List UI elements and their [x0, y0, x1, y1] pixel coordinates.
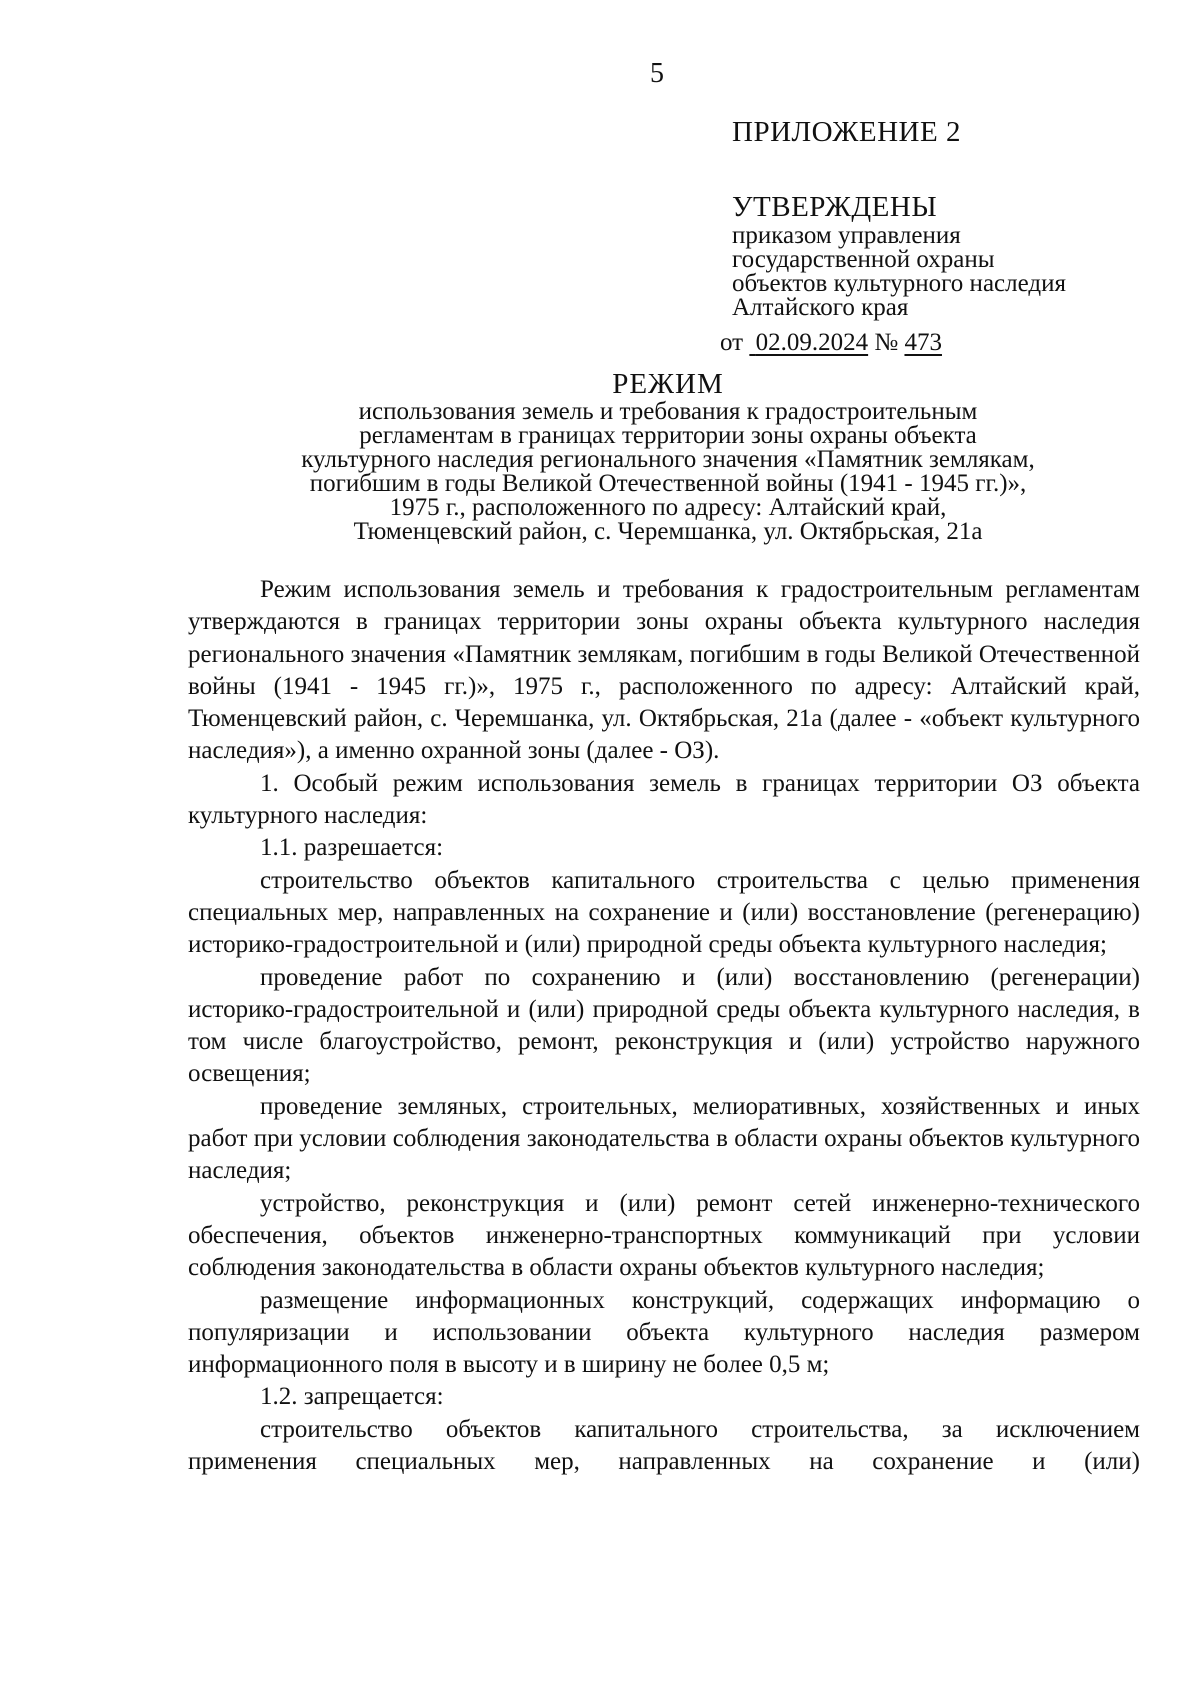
list-item: строительство объектов капитального строительства с целью применения специальных мер, направленных на сохранение и (или) восстановление (регенерацию) историко-градостроительной и (или) природной среды объекта культурного наследия;	[188, 866, 1140, 959]
list-item: размещение информационных конструкций, содержащих информацию о популяризации и использовании объекта культурного наследия размером информационного поля в высоту и в ширину не более 0,5 м;	[188, 1286, 1140, 1379]
number-sign: №	[874, 329, 899, 356]
list-item: устройство, реконструкция и (или) ремонт сетей инженерно-технического обеспечения, объектов инженерно-транспортных коммуникаций при условии соблюдения законодательства в области охраны объектов культурного наследия;	[188, 1189, 1140, 1282]
subsection-allowed: 1.1. разрешается:	[260, 834, 444, 862]
order-line: объектов культурного наследия	[732, 270, 1066, 297]
document-body	[188, 574, 1140, 1478]
order-line: Алтайского края	[732, 294, 909, 321]
approval-block	[720, 112, 1172, 358]
approved-label: УТВЕРЖДЕНЫ	[732, 191, 938, 223]
document-title: РЕЖИМ	[612, 368, 724, 400]
subtitle-line: культурного наследия регионального значения «Памятник землякам,	[301, 446, 1035, 473]
subtitle-line: Тюменцевский район, с. Черемшанка, ул. Октябрьская, 21а	[353, 518, 983, 545]
appendix-label: ПРИЛОЖЕНИЕ 2	[732, 116, 961, 148]
subtitle-line: 1975 г., расположенного по адресу: Алтайский край,	[389, 494, 947, 521]
subsection-prohibited: 1.2. запрещается:	[260, 1383, 444, 1411]
section-heading: 1. Особый режим использования земель в границах территории ОЗ объекта культурного наследия:	[188, 769, 1140, 830]
body-paragraph: Режим использования земель и требования к градостроительным регламентам утверждаются в границах территории зоны охраны объекта культурного наследия регионального значения «Памятник землякам, погибшим в годы Великой Отечественной войны (1941 - 1945 гг.)», 1975 г., расположенного по адресу: Алтайский край, Тюменцевский район, с. Черемшанка, ул. Октябрьская, 21а (далее - «объект культурного наследия»), а именно охранной зоны (далее - ОЗ).	[188, 576, 1140, 765]
list-item: проведение земляных, строительных, мелиоративных, хозяйственных и иных работ при условии соблюдения законодательства в области охраны объектов культурного наследия;	[188, 1092, 1140, 1185]
order-line: государственной охраны	[732, 246, 995, 273]
list-item: строительство объектов капитального строительства, за исключением применения специальных мер, направленных на сохранение и (или)	[188, 1415, 1140, 1476]
subtitle-line: использования земель и требования к градостроительным	[358, 398, 978, 425]
order-line: приказом управления	[732, 222, 961, 249]
list-item: проведение работ по сохранению и (или) восстановлению (регенерации) историко-градостроительной и (или) природной среды объекта культурного наследия, в том числе благоустройство, ремонт, реконструкция и (или) устройство наружного освещения;	[188, 963, 1140, 1088]
order-date-line	[720, 328, 1172, 358]
order-date: 02.09.2024	[755, 329, 869, 356]
page-number: 5	[650, 58, 664, 89]
document-heading	[188, 368, 1148, 544]
subtitle-line: регламентам в границах территории зоны охраны объекта	[359, 422, 977, 449]
date-prefix: от	[720, 329, 744, 356]
subtitle-line: погибшим в годы Великой Отечественной войны (1941 - 1945 гг.)»,	[309, 470, 1027, 497]
order-number: 473	[904, 329, 942, 356]
